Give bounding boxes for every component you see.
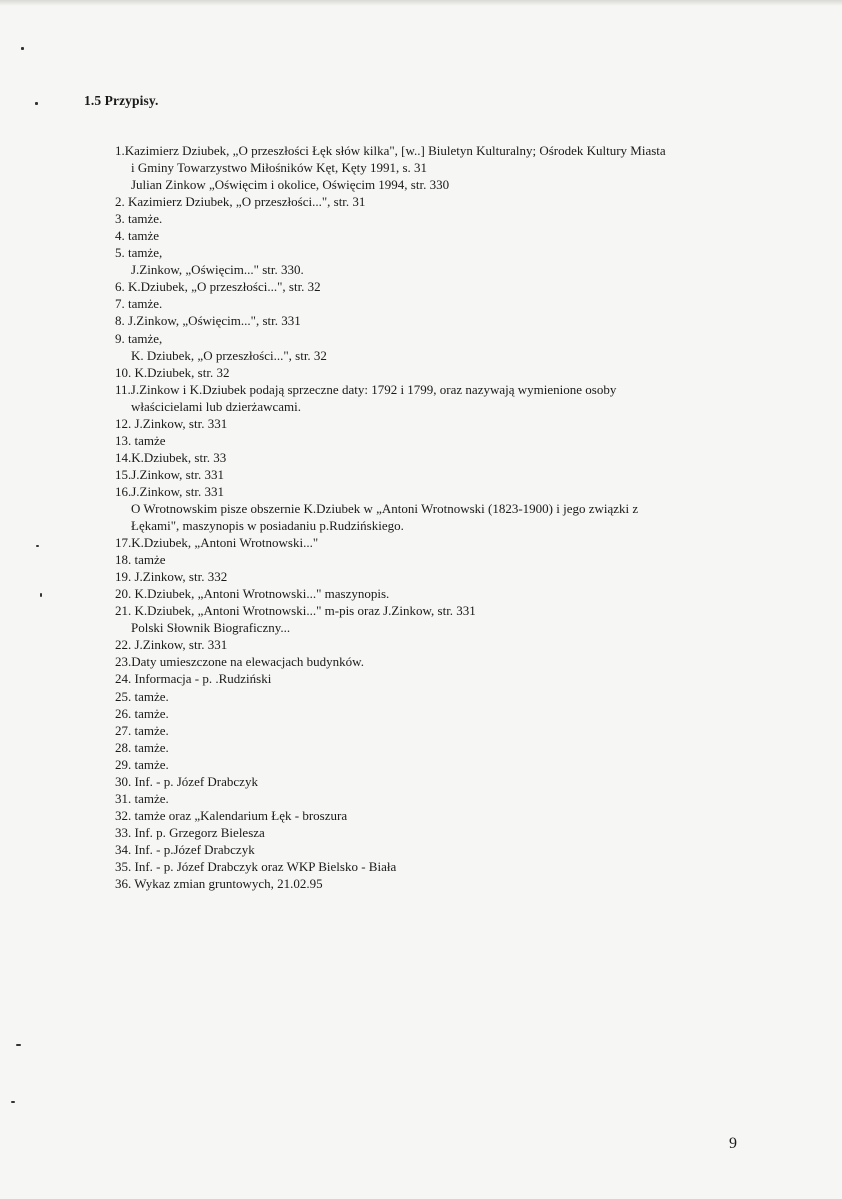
footnote-continuation: Polski Słownik Biograficzny... [131, 620, 291, 636]
footnote-item: 3. tamże. [115, 211, 163, 227]
footnote-item: 11.J.Zinkow i K.Dziubek podają sprzeczne daty: 1792 i 1799, oraz nazywają wymienione osoby [115, 381, 617, 397]
footnote-item: 10. K.Dziubek, str. 32 [115, 364, 230, 380]
footnote-item: 2. Kazimierz Dziubek, „O przeszłości...", str. 31 [115, 194, 366, 210]
scan-speck [35, 102, 38, 105]
footnote-item: 13. tamże [115, 432, 166, 448]
footnote-item: 14.K.Dziubek, str. 33 [115, 449, 227, 465]
footnote-item: 21. K.Dziubek, „Antoni Wrotnowski..." m-pis oraz J.Zinkow, str. 331 [115, 603, 476, 619]
footnotes-list [115, 142, 765, 892]
footnote-item: 9. tamże, [115, 330, 163, 346]
footnote-item: 18. tamże [115, 552, 166, 568]
footnote-continuation: Łękami", maszynopis w posiadaniu p.Rudzińskiego. [131, 518, 404, 534]
footnote-item: 8. J.Zinkow, „Oświęcim...", str. 331 [115, 313, 301, 329]
scan-speck [36, 545, 39, 547]
footnote-continuation: Julian Zinkow „Oświęcim i okolice, Oświęcim 1994, str. 330 [131, 177, 450, 193]
footnote-item: 26. tamże. [115, 705, 169, 721]
footnote-continuation: K. Dziubek, „O przeszłości...", str. 32 [131, 347, 327, 363]
scan-speck [11, 1101, 15, 1103]
footnote-item: 20. K.Dziubek, „Antoni Wrotnowski..." maszynopis. [115, 586, 390, 602]
footnote-item: 1.Kazimierz Dziubek, „O przeszłości Łęk słów kilka", [w..] Biuletyn Kulturalny; Ośrodek Kultury Miasta [115, 143, 666, 158]
footnote-item: 32. tamże oraz „Kalendarium Łęk - broszura [115, 807, 348, 823]
footnote-continuation: J.Zinkow, „Oświęcim..." str. 330. [131, 262, 304, 278]
section-heading: 1.5 Przypisy. [84, 93, 159, 108]
footnote-continuation: O Wrotnowskim pisze obszernie K.Dziubek w „Antoni Wrotnowski (1823-1900) i jego związki z [131, 500, 639, 516]
footnote-continuation: i Gminy Towarzystwo Miłośników Kęt, Kęty 1991, s. 31 [131, 160, 428, 176]
footnote-item: 28. tamże. [115, 739, 169, 755]
footnote-item: 15.J.Zinkow, str. 331 [115, 466, 224, 482]
footnote-item: 27. tamże. [115, 722, 169, 738]
footnote-item: 31. tamże. [115, 790, 169, 806]
footnote-item: 34. Inf. - p.Józef Drabczyk [115, 841, 255, 857]
footnote-item: 12. J.Zinkow, str. 331 [115, 415, 228, 431]
footnote-item: 16.J.Zinkow, str. 331 [115, 483, 224, 499]
footnote-item: 29. tamże. [115, 756, 169, 772]
scan-speck [40, 593, 42, 597]
page-number: 9 [729, 1135, 737, 1152]
scan-edge [0, 0, 842, 6]
footnote-continuation: właścicielami lub dzierżawcami. [131, 398, 302, 414]
footnote-item: 17.K.Dziubek, „Antoni Wrotnowski..." [115, 535, 319, 551]
footnote-item: 4. tamże [115, 228, 160, 244]
footnote-item: 6. K.Dziubek, „O przeszłości...", str. 32 [115, 279, 321, 295]
footnote-item: 19. J.Zinkow, str. 332 [115, 569, 228, 585]
footnote-item: 7. tamże. [115, 296, 163, 312]
footnote-item: 30. Inf. - p. Józef Drabczyk [115, 773, 258, 789]
footnote-item: 25. tamże. [115, 688, 169, 704]
scan-speck [21, 47, 24, 50]
scan-speck [16, 1044, 21, 1046]
footnote-item: 5. tamże, [115, 245, 163, 261]
footnote-item: 23.Daty umieszczone na elewacjach budynków. [115, 654, 364, 670]
footnote-item: 36. Wykaz zmian gruntowych, 21.02.95 [115, 876, 323, 892]
footnote-item: 22. J.Zinkow, str. 331 [115, 637, 228, 653]
footnote-item: 35. Inf. - p. Józef Drabczyk oraz WKP Bielsko - Biała [115, 858, 397, 874]
footnote-item: 33. Inf. p. Grzegorz Bielesza [115, 824, 265, 840]
footnote-item: 24. Informacja - p. .Rudziński [115, 671, 272, 687]
